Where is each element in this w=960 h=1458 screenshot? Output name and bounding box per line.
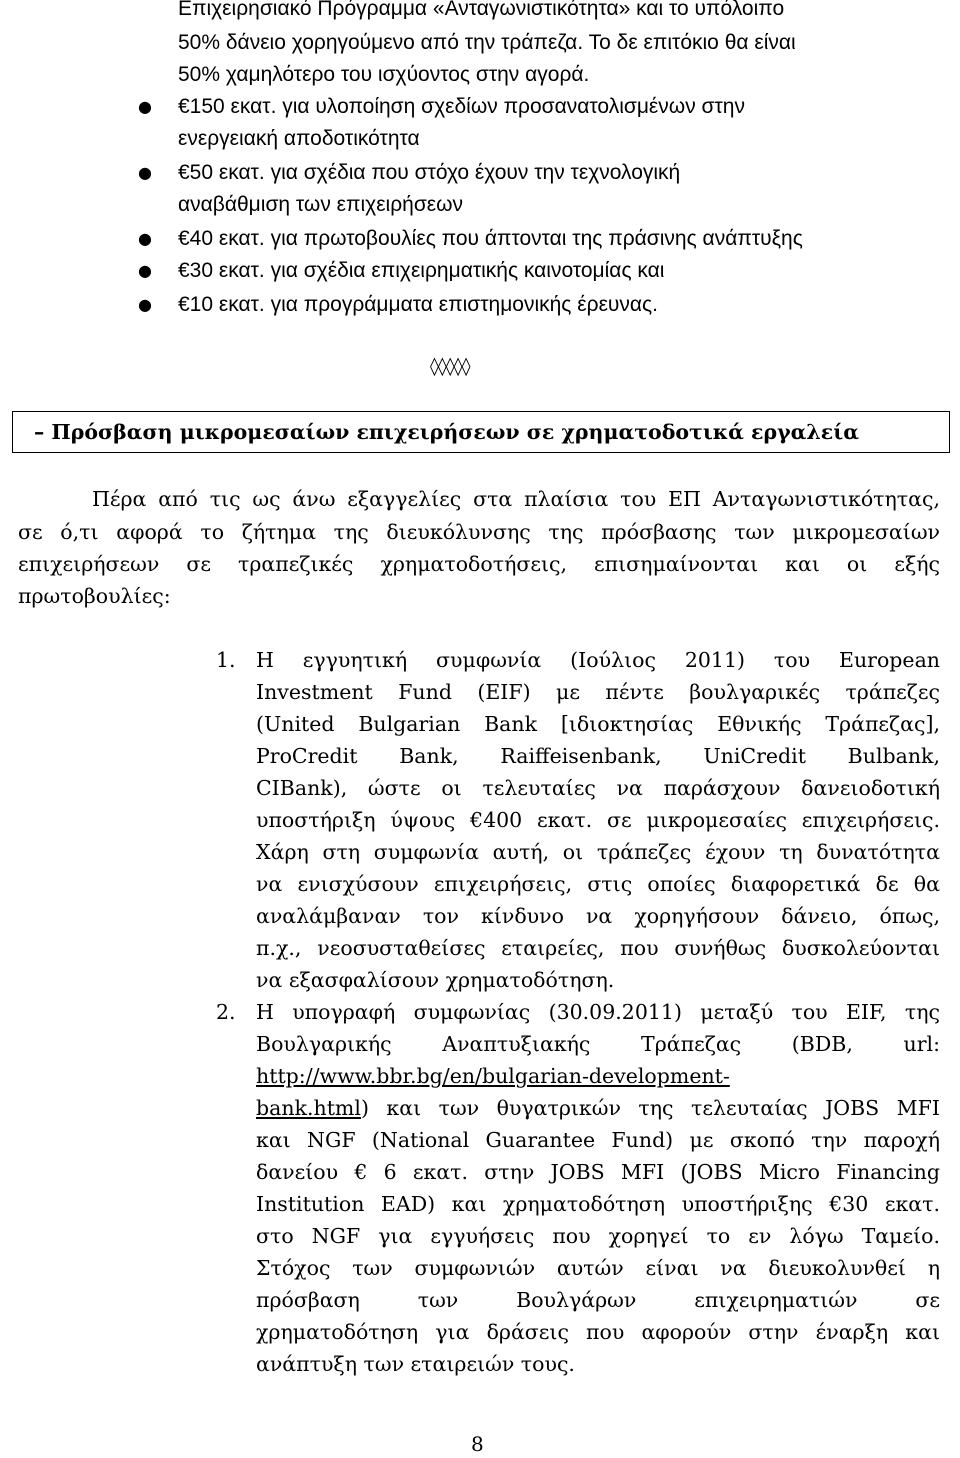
paragraph-line: Πέρα από τις ως άνω εξαγγελίες στα πλαίσια του ΕΠ Ανταγωνιστικότητας, bbox=[92, 487, 940, 511]
bullet-item-line: €30 εκατ. για σχέδια επιχειρηματικής καινοτομίας και bbox=[178, 259, 665, 282]
list-item-line: δανείου € 6 εκατ. στην JOBS MFI (JOBS Micro Financing bbox=[256, 1160, 940, 1184]
list-item-line: π.χ., νεοσυσταθείσες εταιρείες, που συνήθως δυσκολεύονται bbox=[256, 936, 940, 960]
bdb-url-link[interactable]: http://www.bbr.bg/en/bulgarian-development- bbox=[256, 1064, 730, 1088]
bullet-icon: ● bbox=[138, 97, 152, 116]
list-item-line: Institution EAD) και χρηματοδότηση υποστήριξης €30 εκατ. bbox=[256, 1192, 940, 1216]
list-item-line: (United Bulgarian Bank [ιδιοκτησίας Εθνικής Τράπεζας], bbox=[256, 712, 940, 736]
list-item-line: και NGF (National Guarantee Fund) με σκοπό την παροχή bbox=[256, 1128, 940, 1152]
bullet-item-line: €10 εκατ. για προγράμματα επιστημονικής έρευνας. bbox=[178, 293, 659, 316]
list-item-line bbox=[256, 1060, 730, 1092]
list-item-line bbox=[256, 1092, 940, 1124]
list-item-line: αναλάμβαναν τον κίνδυνο να χορηγήσουν δάνειο, όπως, bbox=[256, 904, 940, 928]
link-trailing-text: ) και των θυγατρικών της τελευταίας JOBS MFI bbox=[360, 1096, 940, 1120]
list-item-line: πρόσβαση των Βουλγάρων επιχειρηματιών σε bbox=[256, 1288, 940, 1312]
list-item-line: ανάπτυξη των εταιρειών τους. bbox=[256, 1352, 575, 1376]
bullet-icon: ● bbox=[138, 261, 152, 280]
bullet-item-line: ενεργειακή αποδοτικότητα bbox=[178, 127, 420, 150]
bullet-icon: ● bbox=[138, 229, 152, 248]
bullet-item-line: αναβάθμιση των επιχειρήσεων bbox=[178, 193, 464, 216]
intro-line: 50% δάνειο χορηγούμενο από την τράπεζα. Το δε επιτόκιο θα είναι bbox=[178, 31, 796, 54]
separator-diamonds: ◊◊◊◊◊ bbox=[430, 356, 470, 377]
bdb-url-link-continued[interactable]: bank.html bbox=[256, 1096, 361, 1120]
paragraph-line: πρωτοβουλίες: bbox=[18, 584, 171, 608]
bullet-item-line: €40 εκατ. για πρωτοβουλίες που άπτονται της πράσινης ανάπτυξης bbox=[178, 227, 803, 250]
list-number: 2. bbox=[216, 1000, 236, 1024]
list-item-line: CIBank), ώστε οι τελευταίες να παράσχουν δανειοδοτική bbox=[256, 776, 940, 800]
list-item-line: Investment Fund (EIF) με πέντε βουλγαρικές τράπεζες bbox=[256, 680, 940, 704]
bullet-item-line: €50 εκατ. για σχέδια που στόχο έχουν την τεχνολογική bbox=[178, 161, 681, 184]
list-item-line: χρηματοδότηση για δράσεις που αφορούν στην έναρξη και bbox=[256, 1320, 940, 1344]
section-heading: – Πρόσβαση μικρομεσαίων επιχειρήσεων σε χρηματοδοτικά εργαλεία bbox=[34, 420, 859, 444]
intro-line: Επιχειρησιακό Πρόγραμμα «Ανταγωνιστικότητα» και το υπόλοιπο bbox=[178, 0, 785, 20]
bullet-icon: ● bbox=[138, 163, 152, 182]
paragraph-line: σε ό,τι αφορά το ζήτημα της διευκόλυνσης της πρόσβασης των μικρομεσαίων bbox=[18, 520, 940, 544]
list-item-line: Η εγγυητική συμφωνία (Ιούλιος 2011) του European bbox=[256, 648, 940, 672]
list-item-line: Στόχος των συμφωνιών αυτών είναι να διευκολυνθεί η bbox=[256, 1256, 940, 1280]
bullet-item-line: €150 εκατ. για υλοποίηση σχεδίων προσανατολισμένων στην bbox=[178, 95, 745, 118]
list-item-line: υποστήριξη ύψους €400 εκατ. σε μικρομεσαίες επιχειρήσεις. bbox=[256, 808, 940, 832]
page-number: 8 bbox=[471, 1432, 484, 1456]
list-item-line: στο NGF για εγγυήσεις που χορηγεί το εν λόγω Ταμείο. bbox=[256, 1224, 940, 1248]
intro-line: 50% χαμηλότερο του ισχύοντος στην αγορά. bbox=[178, 63, 590, 86]
list-item-line: ProCredit Bank, Raiffeisenbank, UniCredit Bulbank, bbox=[256, 744, 940, 768]
list-item-line: να εξασφαλίσουν χρηματοδότηση. bbox=[256, 968, 615, 992]
bullet-icon: ● bbox=[138, 295, 152, 314]
list-number: 1. bbox=[216, 648, 236, 672]
paragraph-line: επιχειρήσεων σε τραπεζικές χρηματοδοτήσεις, επισημαίνονται και οι εξής bbox=[18, 552, 940, 576]
list-item-line: Χάρη στη συμφωνία αυτή, οι τράπεζες έχουν τη δυνατότητα bbox=[256, 840, 940, 864]
list-item-line: Βουλγαρικής Αναπτυξιακής Τράπεζας (BDB, url: bbox=[256, 1032, 940, 1056]
list-item-line: Η υπογραφή συμφωνίας (30.09.2011) μεταξύ του EIF, της bbox=[256, 1000, 940, 1024]
list-item-line: να ενισχύσουν επιχειρήσεις, στις οποίες διαφορετικά δε θα bbox=[256, 872, 940, 896]
